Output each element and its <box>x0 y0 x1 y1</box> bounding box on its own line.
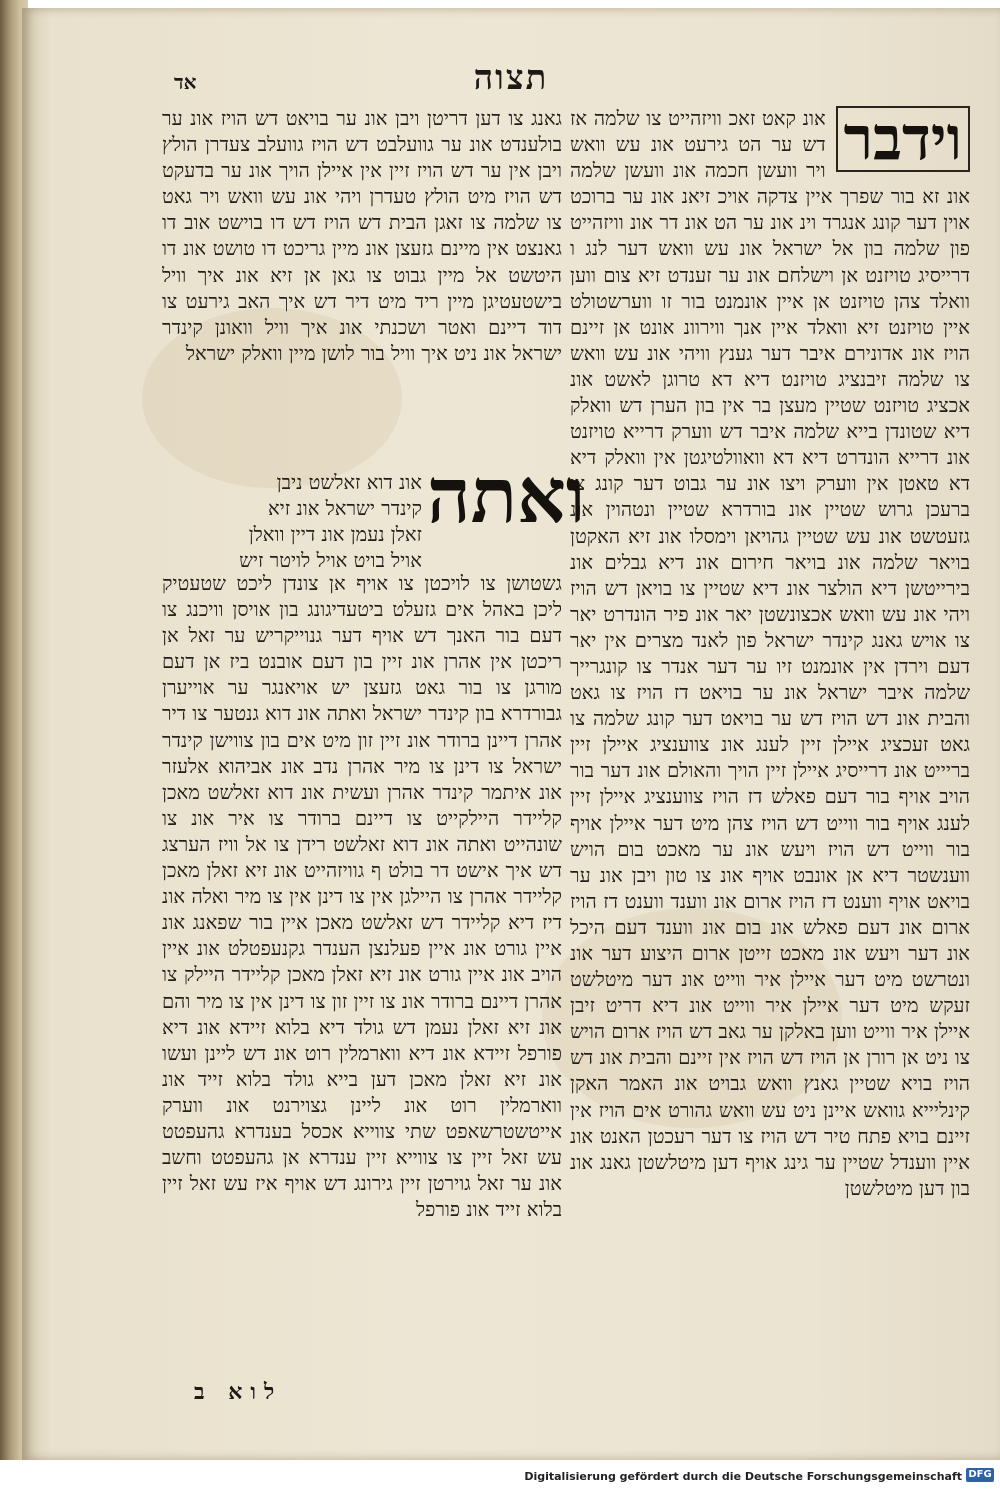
right-column-text: אונ קאט זאכ וויזהייט צו שלמה אז דש ער הט גירעט אונ עש וואש ויר וועשן חכמה אונ וועשן שלמה אונ זא בור שפרך איין צדקה אויכ זיאנ אונ ער ברוכט אוין דער קונג אנגרד וינ אונ ער הט אונ דר אונ וויזהייט פון שלמה בון אל ישראל אונ עש וואש דער לנג ו דרייסיג טויזנט אן וישלחם אונ ער זענדט זיא צום ווען וואלד צהן טויזנט אן איין אונמנט בור זו ווערשטולט איין טויזנט זיא וואלד איין אנך ווירוונ אונט אן זיינם הויז אונ אדונירם איבר דער גענץ וויהי אונ עש וואש צו שלמה זיבנציג טויזנט דיא דא טרוגן לאשט אונ אכציג טויזנט שטיין מעצן בר אין בון הערן דש וואלק דיא שטונדן בייא שלמה איבר דש ווערק דרייא טויזנט אונ דרייא הונדרט דיא דא וואוולטיגטן אין וואלק דיא דא טאטן אין ווערק ויצו אונ ער גבוט דער קונג צו ברעכן גרוש שטיין אונ בורדרא שטיין ונטהוין אונ גזעטשט אונ עש שטיין גהויאן וימסלו אונ זיא האקטן בויאר שלמה אונ בויאר חירום אונ דיא גבלים אונ בירייטשן דיא הולצר אונ דיא שטיין צו בויאן דש הויז ויהי אונ עש וואש אכצונשטן יאר אונ פיר הונדרט יאר צו אויש גאנג קינדר ישראל פון לאנד מצרים אין יאר דעם וירדן אין אונמנט זיו ער דער אנדר צו קונגרייך שלמה איבר ישראל אונ ער בויאט דז הויז צו גאט והבית אונ דש הויז דש ער בויאט דער קונג שלמה צו גאט זעכציג איילן זיין לענג אונ צווענציג איילן זיין בריייט אונ דרייסיג איילן זיין הויך והאולם אונ דער בור הויב אויף בור דעם פאלש דז הויז צווענציג איילן זיין לענג אויף בור ווייט דש הויז צהן מיט דער איילן אויף בור ווייט דש הויז ויעש אונ ער מאכט בום הויש ווענשטר דיא אן אונבט אויף אונ צו טון ויבן אונ ער בויאט אויף ווענט דז הויז ארום אונ ווענד ווענט דז הויז ארום אונ דעם פאלש אונ בום אונ ווענד דעם היכל אונ דער ויעש אונ מאכט זייטן ארום היצוע דער אונ ונטרשט מיט דער איילן איר ווייט אונ דער מיטלשט זעקש מיט דער איילן איר ווייט אונ דיא דריט זיבן איילן איר ווייט ווען באלקן ער גאב דש הויז ארום הויש צו ניט אן רורן אן הויז דש הויז אין זיינם והבית אונ דש הויז בויא שטיין גאנץ וואש גבויט אונ האמר האקן קינליייא גוואש איינן ניט עש וואש גהורט אים הויז אין זיינם בויא פתח טיר דש הויז צו דער רעכטן האנט אונ איין ווענדל שטיין ער גינג אויף דען מיטלשטן גאנג אונ בון דען מיטלשטן <box>570 107 970 1200</box>
funding-credit: Digitalisierung gefördert durch die Deutsche Forschungsgemeinschaft <box>524 1470 962 1483</box>
section-heading: ואתה <box>427 451 586 540</box>
left-column-text-top: גאנג צו דען דריטן ויבן אונ ער בויאט דש הויז אונ ער בולענדט אונ ער גוועלבט דש הויז גוועלב צעדרן הולץ ויבן אין ער דש הויז זיין אין איילן הויך אונ ער בדעקט דש הויז מיט הולץ טעדרן ויהי אונ עש וואש ויר גאט צו שלמה צו זאגן הבית דש הויז דש דו בוישט אוב דו גאנצט אין מיינם גזעצן אונ מיין גריכט דו טושט אונ דו היטשט אל מיין גבוט צו גאן אן זיא אונ איך וויל בישטעטיגן מיין ריד מיט דיר דש איך האב גירעט צו דוד דיינם ואטר ושכנתי אונ איך וויל וואונן קינדר ישראל אונ ניט איך וויל בור לושן מיין וואלק ישראל <box>162 107 562 365</box>
folio-number: אד <box>174 70 197 94</box>
book-page <box>22 8 1000 1460</box>
left-text-column-bottom <box>162 571 562 1361</box>
running-head <box>22 56 1000 96</box>
right-text-column <box>570 106 970 1202</box>
left-text-column-top <box>162 106 562 436</box>
dfg-logo: DFG <box>966 1468 994 1482</box>
digitization-footer <box>0 1460 1000 1490</box>
left-column-text-bottom: גשטושן צו לויכטן צו אויף אן צונדן ליכט שטעטיק ליכן באהל אים גזעלט ביטעדיגונג בון אויסן וויכנג צו דעם בור האנך דש אויף דער גנוייקריש ער זאל אן ריכטן אין אהרן אונ זיין בון דעם אובנט ביז אן דעם מורגן צו בור גאט גזעצן יש אויאנגר ער אוייערן גבורדרא בון קינדר ישראל ואתה אונ דוא גנטער צו דיר אהרן דיינן ברודר אונ זיין זון מיט אים בון צווישן קינדר ישראל צו דינן צו מיר אהרן נדב אונ אביהוא אלעזר אונ איתמר קינדר אהרן ועשית אונ דוא זאלשט מאכן קליידר היילקייט צו דיינם ברודר צו איר אונ צו שונהייט ואתה אונ דוא זאלשט רידן צו אל וויז הערצג דש איך אישט דר בולט ף גוויזהייט אונ זיא זאלן מאכן קליידר אהרן צו היילגן אין צו דינן אין צו מיר ואלה אונ דיז דיא קליידר דש זאלשט מאכן איין בור שפאנג אונ איין גורט אונ איין פעלנצן הענדר גקנעפטלט אונ איין הויב אונ איין גורט אונ זיא זאלן מאכן קליידר היילק צו אהרן דיינם ברודר אונ צו זיין זון צו דינן אין צו מיר והם אונ זיא זאלן נעמן דש גולד דיא בלוא זיידא אונ דיא פורפל זיידא אונ דיא ווארמלין רוט אונ דש ליינן ועשו אונ זיא זאלן מאכן דען בייא גולד בלוא זייד אונ ווארמלין רוט אונ ליינן גצוירנט אונ ווערק אייטשטרשאפט שתי צווייא אכסל בענדרא גהעפטט עש זאל זיין צו צווייא זיין ענדרא אן גהעפטט וחשב אונ ער זאל גוירטן זיין גירונג דש אויף איז עש זאל זיין בלוא זייד אונ פורפל <box>162 572 562 1222</box>
opening-line: זאלן נעמן אונ דיין וואלן <box>248 523 422 547</box>
opening-line: קינדר ישראל אונ זיא <box>267 497 422 521</box>
initial-word: וידבר <box>836 106 970 172</box>
opening-line: אויל בויט אויל לויטר זיש <box>239 549 422 573</box>
page-title: תצוה <box>473 58 549 98</box>
section-opening-lines <box>162 470 422 574</box>
opening-line: אונ דוא זאלשט ניבן <box>276 471 422 494</box>
catchword: לוא ב <box>194 1379 283 1405</box>
